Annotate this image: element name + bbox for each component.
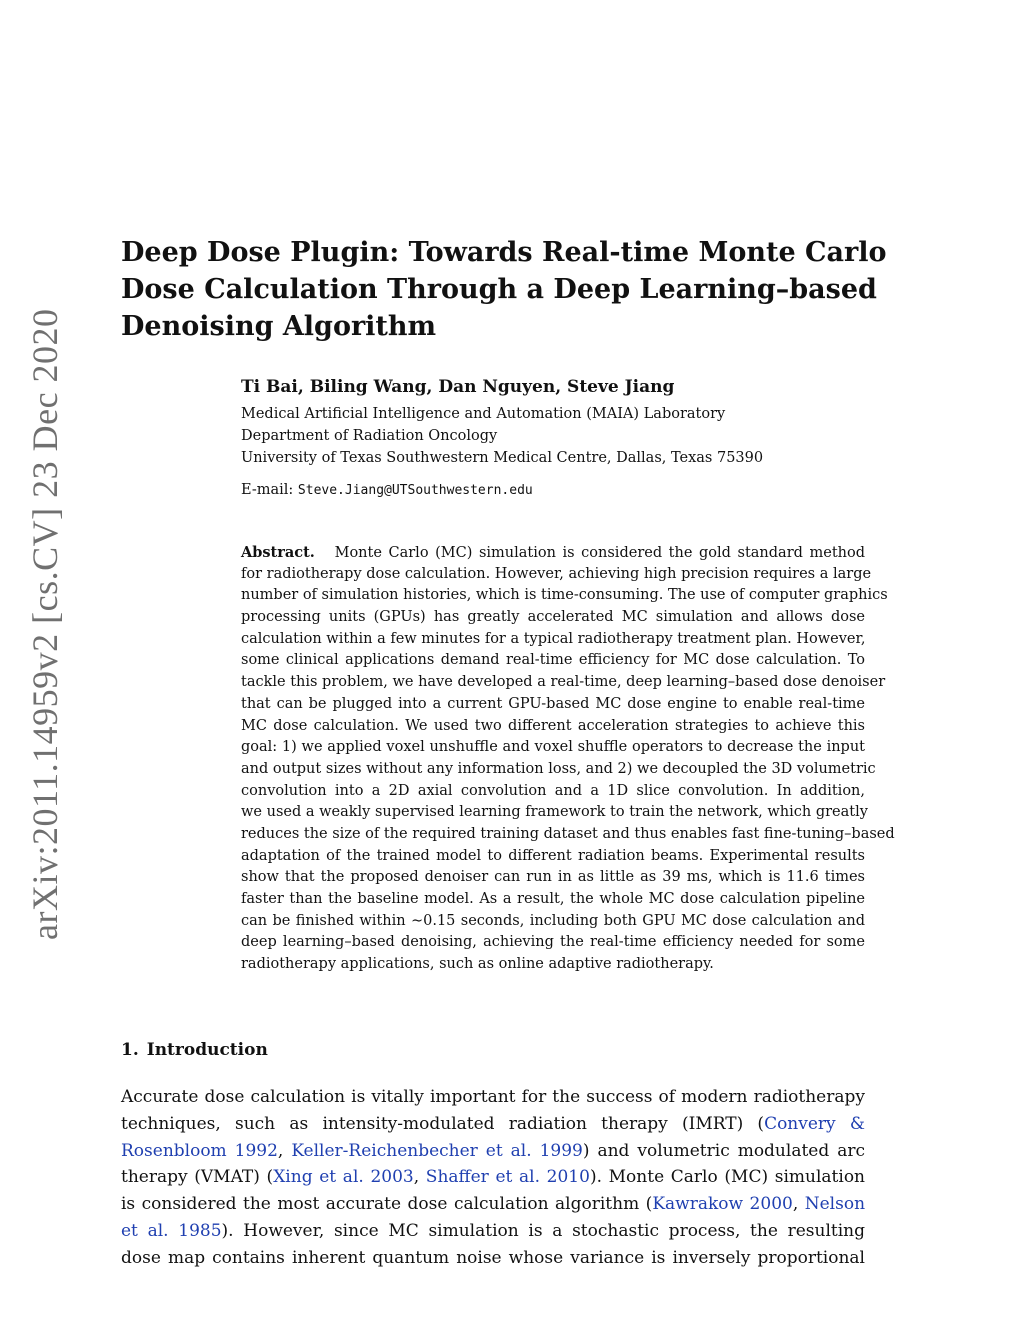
arxiv-identifier: arXiv:2011.14959v2 [cs.CV] 23 Dec 2020 xyxy=(25,308,65,940)
affiliation-line: Department of Radiation Oncology xyxy=(241,428,498,444)
abstract-line: processing units (GPUs) has greatly accelerated MC simulation and allows dose xyxy=(241,609,865,626)
abstract-line: can be finished within ∼0.15 seconds, including both GPU MC dose calculation and xyxy=(241,912,865,929)
contact-email xyxy=(241,479,533,502)
citation-link[interactable]: Xing et al. 2003 xyxy=(273,1167,414,1188)
body-text: , xyxy=(792,1194,805,1215)
abstract-line: radiotherapy applications, such as online adaptive radiotherapy. xyxy=(241,956,714,973)
email-label: E-mail: xyxy=(241,482,298,498)
citation-link[interactable]: Shaffer et al. 2010 xyxy=(425,1167,590,1188)
abstract-line: faster than the baseline model. As a result, the whole MC dose calculation pipeline xyxy=(241,891,865,907)
abstract-line: goal: 1) we applied voxel unshuffle and voxel shuffle operators to decrease the input xyxy=(241,739,865,756)
introduction-paragraph xyxy=(121,1084,865,1272)
affiliation-block xyxy=(241,403,763,469)
section-heading xyxy=(121,1038,268,1062)
body-line xyxy=(121,1191,865,1218)
abstract-text: Monte Carlo (MC) simulation is considered the gold standard method xyxy=(334,545,866,561)
abstract-line: and output sizes without any information loss, and 2) we decoupled the 3D volumetric xyxy=(241,760,876,777)
abstract-line: show that the proposed denoiser can run in as little as 39 ms, which is 11.6 times xyxy=(241,869,865,886)
abstract xyxy=(241,542,895,976)
abstract-line: number of simulation histories, which is time-consuming. The use of computer graphics xyxy=(241,587,888,604)
body-text: ). However, since MC simulation is a stochastic process, the resulting xyxy=(221,1220,865,1241)
citation-link[interactable]: Kawrakow 2000 xyxy=(652,1194,793,1215)
title-line: Denoising Algorithm xyxy=(121,311,437,342)
abstract-line: deep learning–based denoising, achieving the real-time efficiency needed for some xyxy=(241,934,865,951)
abstract-line: for radiotherapy dose calculation. However, achieving high precision requires a large xyxy=(241,565,872,582)
citation-link[interactable]: Nelson xyxy=(804,1194,866,1215)
citation-link[interactable]: Keller-Reichenbecher et al. 1999 xyxy=(291,1140,583,1161)
body-line xyxy=(121,1164,865,1191)
body-line xyxy=(121,1138,865,1165)
title-line: Dose Calculation Through a Deep Learning–based xyxy=(121,274,877,305)
abstract-line: calculation within a few minutes for a typical radiotherapy treatment plan. However, xyxy=(241,630,866,647)
body-text: is considered the most accurate dose calculation algorithm ( xyxy=(121,1194,653,1215)
abstract-line: some clinical applications demand real-time efficiency for MC dose calculation. To xyxy=(241,652,865,669)
body-text: techniques, such as intensity-modulated radiation therapy (IMRT) ( xyxy=(121,1113,765,1134)
body-text: therapy (VMAT) ( xyxy=(121,1167,274,1188)
abstract-label: Abstract. xyxy=(241,544,315,561)
abstract-line: we used a weakly supervised learning framework to train the network, which greatly xyxy=(241,804,868,821)
section-number: 1. xyxy=(121,1040,139,1060)
abstract-line: adaptation of the trained model to different radiation beams. Experimental results xyxy=(241,847,865,864)
abstract-line xyxy=(241,542,865,564)
abstract-line: reduces the size of the required training dataset and thus enables fast fine-tuning–based xyxy=(241,825,895,842)
affiliation-line: Medical Artificial Intelligence and Automation (MAIA) Laboratory xyxy=(241,406,726,422)
paper-title xyxy=(121,234,887,345)
body-text: ). Monte Carlo (MC) simulation xyxy=(589,1167,866,1188)
citation-link[interactable]: Convery & xyxy=(764,1113,866,1134)
abstract-line: tackle this problem, we have developed a real-time, deep learning–based dose denoiser xyxy=(241,674,886,691)
body-line: Accurate dose calculation is vitally important for the success of modern radiotherapy xyxy=(121,1087,865,1107)
title-line: Deep Dose Plugin: Towards Real-time Monte Carlo xyxy=(121,237,887,268)
email-address: Steve.Jiang@UTSouthwestern.edu xyxy=(297,483,533,498)
body-line: dose map contains inherent quantum noise whose variance is inversely proportional xyxy=(121,1247,865,1268)
body-line xyxy=(121,1111,865,1138)
body-text: ) and volumetric modulated arc xyxy=(582,1140,865,1161)
citation-link[interactable]: et al. 1985 xyxy=(121,1220,222,1241)
abstract-line: convolution into a 2D axial convolution and a 1D slice convolution. In addition, xyxy=(241,782,865,799)
body-text: , xyxy=(413,1167,426,1188)
section-title: Introduction xyxy=(146,1040,268,1060)
body-line xyxy=(121,1218,865,1245)
abstract-line: MC dose calculation. We used two different acceleration strategies to achieve this xyxy=(241,717,865,734)
abstract-line: that can be plugged into a current GPU-based MC dose engine to enable real-time xyxy=(241,695,865,712)
citation-link[interactable]: Rosenbloom 1992 xyxy=(121,1140,278,1161)
author-list: Ti Bai, Biling Wang, Dan Nguyen, Steve Jiang xyxy=(241,377,675,397)
body-text: , xyxy=(277,1140,292,1161)
affiliation-line: University of Texas Southwestern Medical Centre, Dallas, Texas 75390 xyxy=(241,450,764,466)
